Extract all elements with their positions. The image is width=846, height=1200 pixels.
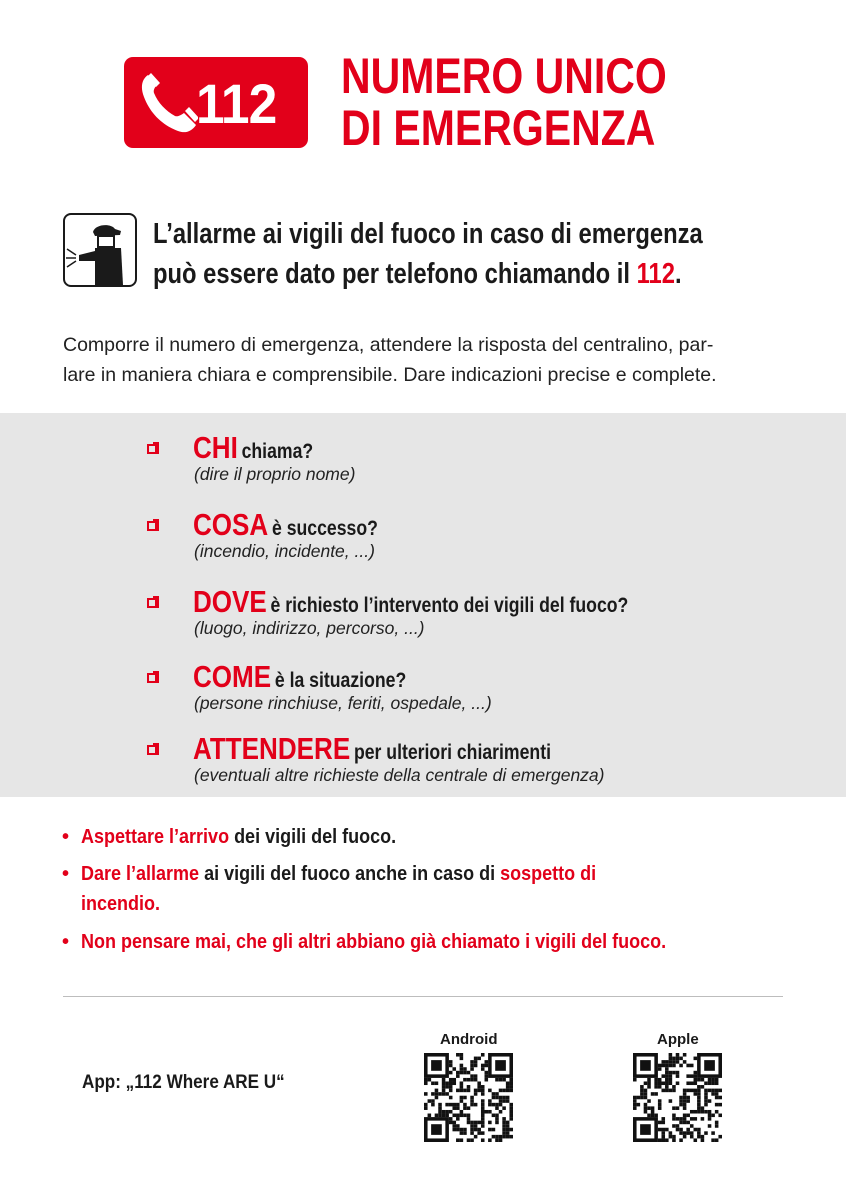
android-label: Android <box>440 1031 498 1048</box>
page-title: NUMERO UNICO DI EMERGENZA <box>341 48 667 156</box>
lead-text: L’allarme ai vigili del fuoco in caso di emergenza può essere dato per telefono chiamando il 112. <box>153 218 703 290</box>
checkbox-icon <box>147 598 157 608</box>
divider <box>63 996 783 997</box>
app-label: App: „112 Where ARE U“ <box>82 1072 285 1093</box>
android-qr-code-icon <box>424 1053 513 1142</box>
apple-qr-code-icon <box>633 1053 722 1142</box>
checkbox-icon <box>147 521 157 531</box>
phone-handset-icon <box>138 69 198 135</box>
emergency-number-badge <box>124 57 308 148</box>
badge-number: 112 <box>196 72 277 135</box>
checkbox-icon <box>147 745 157 755</box>
checkbox-icon <box>147 673 157 683</box>
checkbox-icon <box>147 444 157 454</box>
firefighter-icon <box>63 213 137 287</box>
instructions-paragraph: Comporre il numero di emergenza, attendere la risposta del centralino, par- lare in maniera chiara e comprensibile. Dare indicazioni precise e complete. <box>63 334 717 386</box>
apple-label: Apple <box>657 1031 699 1048</box>
